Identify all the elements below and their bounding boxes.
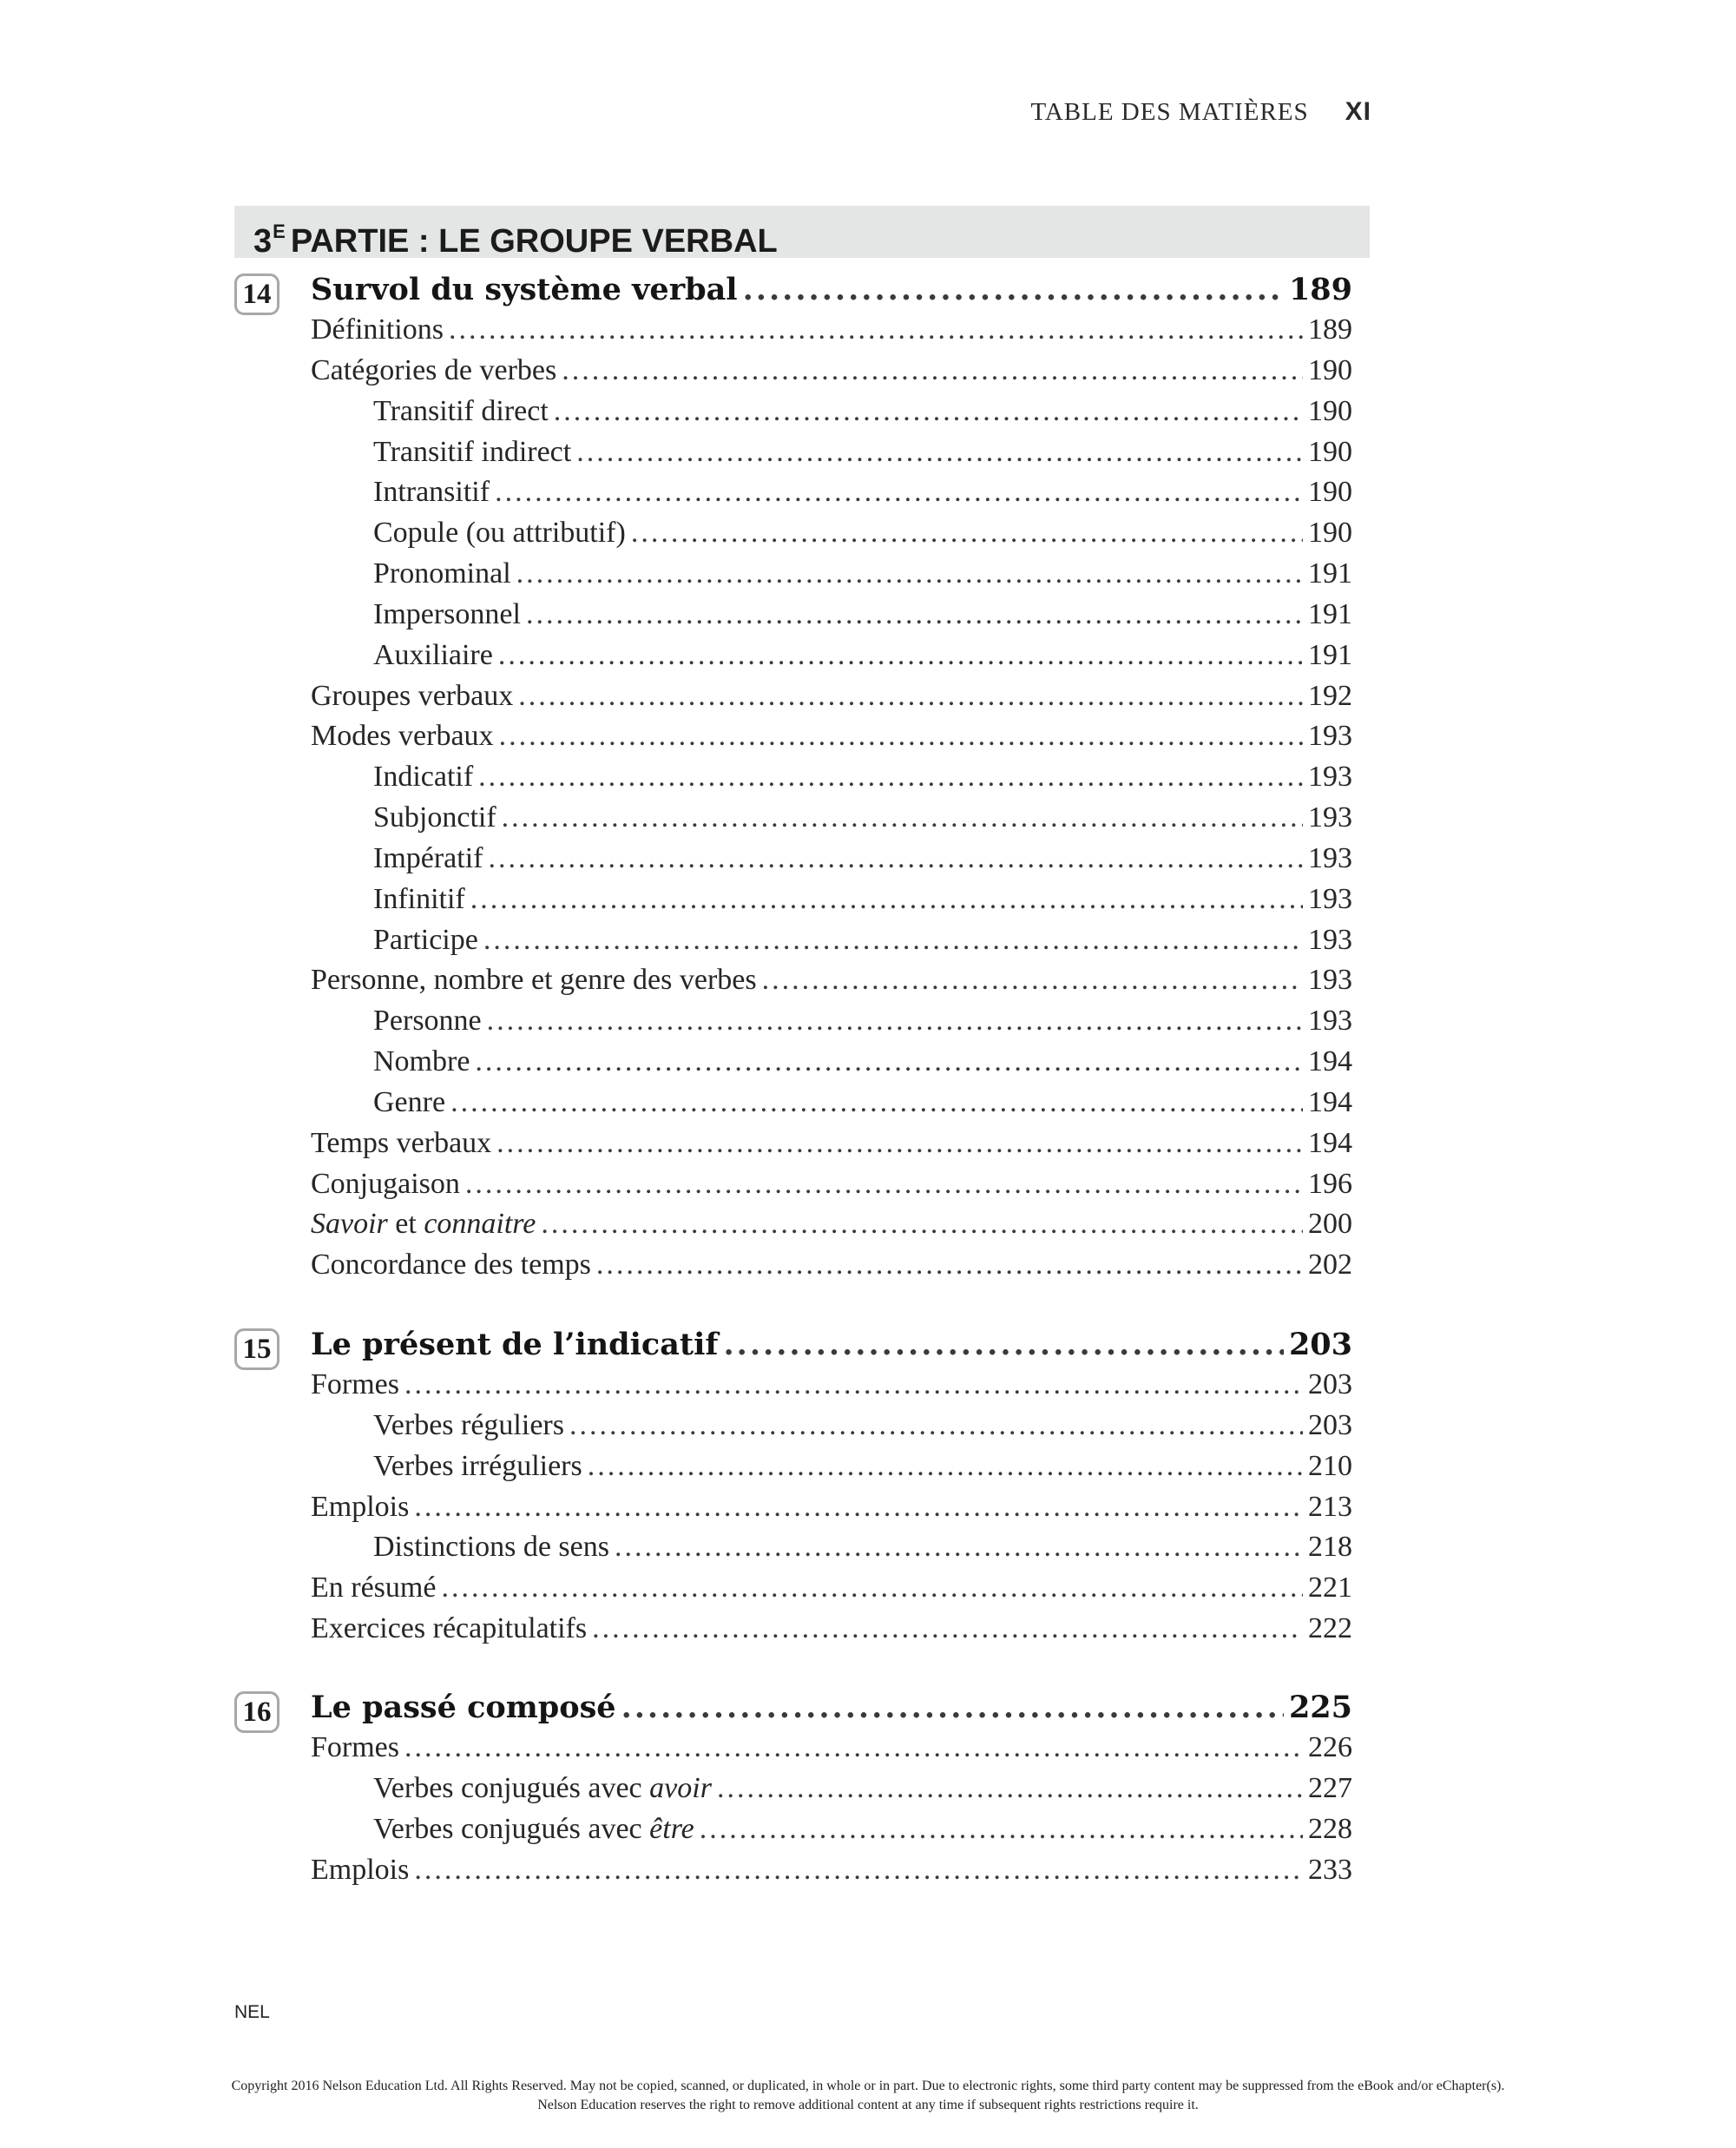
entry-label: Copule (ou attributif) [373, 517, 626, 549]
toc-subentry[interactable] [373, 476, 1352, 509]
entry-page: 202 [1308, 1249, 1352, 1281]
toc-subentry[interactable] [373, 639, 1352, 672]
dot-leader [516, 557, 1303, 590]
entry-label: Verbes réguliers [373, 1409, 564, 1441]
entry-label-italic: Savoir [311, 1208, 388, 1240]
toc-entry[interactable] [311, 964, 1352, 997]
dot-leader [700, 1813, 1303, 1846]
dot-leader [576, 436, 1303, 469]
entry-page: 191 [1308, 639, 1352, 671]
toc-entry[interactable] [311, 1491, 1352, 1524]
toc-subentry[interactable] [373, 395, 1352, 428]
entry-page: 222 [1308, 1612, 1352, 1644]
entry-label: Transitif direct [373, 395, 549, 427]
entry-page: 189 [1308, 313, 1352, 346]
toc-subentry[interactable] [373, 1409, 1352, 1442]
dot-leader [631, 517, 1303, 550]
entry-page: 194 [1308, 1127, 1352, 1159]
dot-leader [518, 680, 1303, 713]
entry-label: Genre [373, 1086, 446, 1118]
entry-label: Subjonctif [373, 801, 496, 834]
toc-entry[interactable] [311, 720, 1352, 753]
entry-page: 191 [1308, 598, 1352, 630]
entry-label-text: Verbes conjugués avec [373, 1772, 650, 1804]
entry-label: Le présent de l’indicatif [311, 1327, 719, 1362]
copyright-line: Copyright 2016 Nelson Education Ltd. All Rights Reserved. May not be copied, scanned, or duplicated, in whole or in part. Due to electronic rights, some third party content may be suppressed from the eBook and/or eChapter(s). [231, 2079, 1505, 2093]
toc-entry[interactable] [311, 1168, 1352, 1201]
dot-leader [592, 1612, 1303, 1645]
dot-leader [414, 1491, 1303, 1524]
toc-subentry[interactable] [373, 801, 1352, 834]
toc-entry[interactable] [311, 680, 1352, 713]
dot-leader [615, 1531, 1303, 1564]
toc-chapter-entry[interactable] [311, 272, 1352, 307]
entry-label [373, 1813, 694, 1846]
dot-leader [450, 1086, 1303, 1119]
entry-label: Participe [373, 924, 478, 956]
entry-label: Nombre [373, 1045, 470, 1077]
toc-subentry[interactable] [373, 1005, 1352, 1038]
entry-page: 226 [1308, 1731, 1352, 1763]
toc-entry[interactable] [311, 1612, 1352, 1645]
entry-label: Catégories de verbes [311, 354, 557, 386]
dot-leader [723, 1327, 1283, 1362]
toc-subentry[interactable] [373, 1772, 1352, 1805]
entry-page: 221 [1308, 1571, 1352, 1604]
dot-leader [526, 598, 1303, 631]
entry-label: Emplois [311, 1491, 410, 1523]
toc-subentry[interactable] [373, 1531, 1352, 1564]
toc-subentry[interactable] [373, 883, 1352, 916]
entry-page: 193 [1308, 1005, 1352, 1037]
toc-subentry[interactable] [373, 517, 1352, 550]
dot-leader [483, 924, 1303, 957]
dot-leader [743, 272, 1284, 307]
entry-label: Intransitif [373, 476, 490, 508]
dot-leader [562, 354, 1303, 387]
entry-label-italic: connaitre [424, 1208, 536, 1240]
entry-label [311, 1208, 536, 1241]
entry-page: 193 [1308, 964, 1352, 996]
entry-label: Modes verbaux [311, 720, 494, 752]
dot-leader [478, 761, 1303, 794]
entry-page: 190 [1308, 354, 1352, 386]
dot-leader [441, 1571, 1303, 1604]
toc-entry[interactable] [311, 354, 1352, 387]
dot-leader [487, 1005, 1303, 1038]
entry-page: 190 [1308, 517, 1352, 549]
entry-page: 194 [1308, 1045, 1352, 1077]
entry-page: 190 [1308, 476, 1352, 508]
page-folio: XI [1345, 97, 1371, 126]
entry-label-italic: avoir [649, 1772, 712, 1804]
entry-page: 194 [1308, 1086, 1352, 1118]
entry-page: 193 [1308, 761, 1352, 793]
entry-label-connector: et [387, 1208, 424, 1240]
dot-leader [449, 313, 1303, 346]
toc-chapter-entry[interactable] [311, 1690, 1352, 1725]
entry-page: 193 [1308, 801, 1352, 834]
running-header [1030, 97, 1371, 127]
dot-leader [489, 842, 1304, 875]
entry-label: Le passé composé [311, 1690, 616, 1725]
part-title: PARTIE : LE GROUPE VERBAL [290, 223, 778, 260]
entry-label [373, 1772, 712, 1805]
entry-page: 193 [1308, 720, 1352, 752]
chapter-number-badge: 15 [234, 1328, 279, 1370]
entry-page: 233 [1308, 1854, 1352, 1886]
entry-label: Auxiliaire [373, 639, 493, 671]
entry-page: 228 [1308, 1813, 1352, 1845]
part-number: 3 [253, 223, 273, 260]
dot-leader [588, 1450, 1303, 1483]
dot-leader [541, 1208, 1303, 1241]
entry-page: 192 [1308, 680, 1352, 712]
publisher-tag: NEL [234, 2002, 270, 2022]
entry-label: Distinctions de sens [373, 1531, 609, 1563]
toc-subentry[interactable] [373, 436, 1352, 469]
dot-leader [465, 1168, 1303, 1201]
entry-label: En résumé [311, 1571, 437, 1604]
entry-label: Concordance des temps [311, 1249, 591, 1281]
entry-label: Formes [311, 1731, 399, 1763]
toc-subentry[interactable] [373, 1045, 1352, 1078]
toc-entry[interactable] [311, 313, 1352, 346]
dot-leader [502, 801, 1303, 834]
toc-subentry[interactable] [373, 842, 1352, 875]
part-number-superscript: E [273, 221, 286, 242]
entry-label: Survol du système verbal [311, 272, 738, 307]
entry-page: 200 [1308, 1208, 1352, 1240]
toc-chapter-entry[interactable] [311, 1327, 1352, 1362]
entry-label: Indicatif [373, 761, 474, 793]
entry-page: 190 [1308, 436, 1352, 468]
entry-label: Impersonnel [373, 598, 521, 630]
dot-leader [569, 1409, 1303, 1442]
entry-label: Pronominal [373, 557, 511, 590]
entry-label: Définitions [311, 313, 444, 346]
dot-leader [499, 720, 1303, 753]
entry-label-italic: être [649, 1813, 694, 1845]
entry-label: Conjugaison [311, 1168, 460, 1200]
chapter-number-badge: 16 [234, 1691, 279, 1733]
dot-leader [404, 1368, 1303, 1401]
copyright-line: Nelson Education reserves the right to remove additional content at any time if subsequent rights restrictions require it. [537, 2098, 1199, 2112]
entry-label: Verbes irréguliers [373, 1450, 582, 1482]
toc-entry[interactable] [311, 1208, 1352, 1241]
entry-label: Temps verbaux [311, 1127, 492, 1159]
entry-label: Formes [311, 1368, 399, 1400]
entry-page: 196 [1308, 1168, 1352, 1200]
dot-leader [496, 1127, 1303, 1160]
entry-label-text: Verbes conjugués avec [373, 1813, 650, 1845]
toc-subentry[interactable] [373, 924, 1352, 957]
dot-leader [475, 1045, 1303, 1078]
entry-label: Exercices récapitulatifs [311, 1612, 588, 1644]
entry-label: Personne [373, 1005, 482, 1037]
toc-subentry[interactable] [373, 1086, 1352, 1119]
toc-entry[interactable] [311, 1731, 1352, 1764]
entry-page: 203 [1288, 1327, 1352, 1362]
dot-leader [414, 1854, 1303, 1887]
entry-page: 225 [1288, 1690, 1352, 1725]
toc-subentry[interactable] [373, 1813, 1352, 1846]
entry-page: 193 [1308, 924, 1352, 956]
dot-leader [470, 883, 1303, 916]
dot-leader [495, 476, 1303, 509]
entry-label: Emplois [311, 1854, 410, 1886]
part-banner [234, 206, 1370, 258]
entry-page: 193 [1308, 842, 1352, 874]
dot-leader [498, 639, 1303, 672]
toc-subentry[interactable] [373, 761, 1352, 794]
entry-page: 213 [1308, 1491, 1352, 1523]
entry-label: Impératif [373, 842, 483, 874]
toc-subentry[interactable] [373, 1450, 1352, 1483]
dot-leader [596, 1249, 1303, 1282]
dot-leader [404, 1731, 1303, 1764]
entry-page: 203 [1308, 1409, 1352, 1441]
entry-page: 193 [1308, 883, 1352, 915]
copyright-notice [0, 2077, 1736, 2115]
entry-label: Personne, nombre et genre des verbes [311, 964, 757, 996]
toc-entry[interactable] [311, 1368, 1352, 1401]
dot-leader [621, 1690, 1284, 1725]
entry-page: 191 [1308, 557, 1352, 590]
dot-leader [762, 964, 1303, 997]
toc-entry[interactable] [311, 1571, 1352, 1604]
toc-entry[interactable] [311, 1854, 1352, 1887]
entry-label: Transitif indirect [373, 436, 572, 468]
toc-subentry[interactable] [373, 557, 1352, 590]
chapter-number-badge: 14 [234, 273, 279, 315]
entry-page: 190 [1308, 395, 1352, 427]
toc-subentry[interactable] [373, 598, 1352, 631]
entry-page: 189 [1288, 272, 1352, 307]
toc-entry[interactable] [311, 1249, 1352, 1282]
entry-page: 203 [1308, 1368, 1352, 1400]
section-title: TABLE DES MATIÈRES [1030, 98, 1309, 126]
entry-page: 210 [1308, 1450, 1352, 1482]
entry-page: 227 [1308, 1772, 1352, 1804]
dot-leader [554, 395, 1303, 428]
entry-label: Groupes verbaux [311, 680, 514, 712]
entry-label: Infinitif [373, 883, 465, 915]
entry-page: 218 [1308, 1531, 1352, 1563]
dot-leader [717, 1772, 1303, 1805]
toc-entry[interactable] [311, 1127, 1352, 1160]
